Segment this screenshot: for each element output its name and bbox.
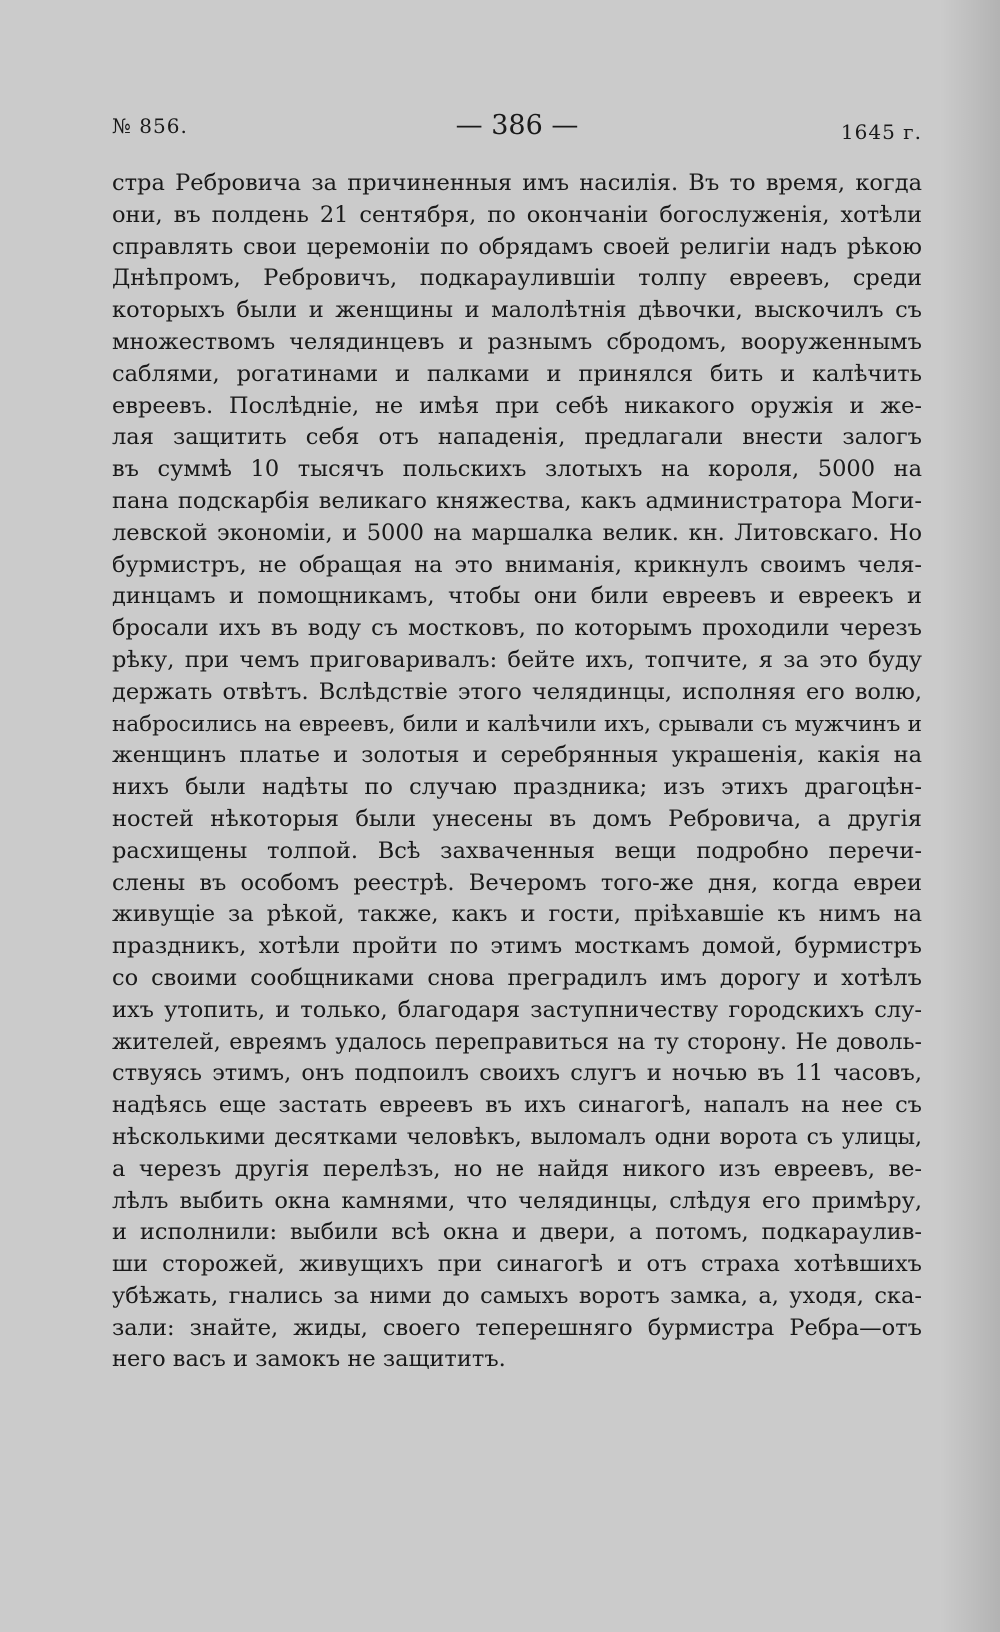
body-text (112, 168, 922, 1448)
text-line: саблями, рогатинами и палками и принялся бить и калѣчить (112, 360, 922, 387)
text-line: множествомъ челядинцевъ и разнымъ сбродомъ, вооруженнымъ (112, 328, 922, 355)
text-line: праздникъ, хотѣли пройти по этимъ мосткамъ домой, бурмистръ (112, 933, 922, 960)
text-line: слены въ особомъ реестрѣ. Вечеромъ того-же дня, когда евреи (112, 869, 922, 896)
page-number: — 386 — (455, 110, 579, 141)
text-line: справлять свои церемоніи по обрядамъ своей религіи надъ рѣкою (112, 233, 922, 260)
text-line: живущіе за рѣкой, также, какъ и гости, пріѣхавшіе къ нимъ на (112, 901, 922, 928)
text-line: надѣясь еще застать евреевъ въ ихъ синагогѣ, напалъ на нее съ (112, 1092, 922, 1119)
text-line: рѣку, при чемъ приговаривалъ: бейте ихъ, топчите, я за это буду (112, 646, 922, 673)
text-line: которыхъ были и женщины и малолѣтнія дѣвочки, выскочилъ съ (112, 297, 922, 324)
text-line: а черезъ другія перелѣзъ, но не найдя никого изъ евреевъ, ве- (112, 1155, 922, 1182)
text-line: ствуясь этимъ, онъ подпоилъ своихъ слугъ и ночью въ 11 часовъ, (112, 1060, 922, 1087)
text-line: бросали ихъ въ воду съ мостковъ, по которымъ проходили черезъ (112, 615, 922, 642)
text-line: убѣжать, гнались за ними до самыхъ воротъ замка, а, уходя, ска- (112, 1282, 922, 1309)
text-line: ши сторожей, живущихъ при синагогѣ и отъ страха хотѣвшихъ (112, 1251, 922, 1278)
text-line: нихъ были надѣты по случаю праздника; изъ этихъ драгоцѣн- (112, 774, 922, 801)
text-line: лѣлъ выбить окна камнями, что челядинцы, слѣдуя его примѣру, (112, 1187, 922, 1214)
text-line: нѣсколькими десятками человѣкъ, выломалъ одни ворота съ улицы, (112, 1124, 922, 1150)
text-line: со своими сообщниками снова преградилъ имъ дорогу и хотѣлъ (112, 964, 922, 991)
text-line: держать отвѣтъ. Вслѣдствіе этого челядинцы, исполняя его волю, (112, 678, 922, 705)
text-line: пана подскарбія великаго княжества, какъ администратора Моги- (112, 487, 922, 514)
text-line: Днѣпромъ, Ребровичъ, подкараулившіи толпу евреевъ, среди (112, 265, 922, 292)
text-line: зали: знайте, жиды, своего теперешняго бурмистра Ребра—отъ (112, 1314, 922, 1341)
text-line: стра Ребровича за причиненныя имъ насилія. Въ то время, когда (112, 170, 922, 196)
text-line: ихъ утопить, и только, благодаря заступничеству городскихъ слу- (112, 996, 922, 1023)
page-header (112, 110, 922, 150)
year-label: 1645 г. (840, 120, 922, 144)
text-line: динцамъ и помощникамъ, чтобы они били евреевъ и евреекъ и (112, 583, 922, 610)
text-line: лая защитить себя отъ нападенія, предлагали внести залогъ (112, 424, 922, 451)
text-line: евреевъ. Послѣдніе, не имѣя при себѣ никакого оружія и же- (112, 392, 922, 419)
text-line: и исполнили: выбили всѣ окна и двери, а потомъ, подкараулив- (112, 1219, 922, 1246)
text-line: ностей нѣкоторыя были унесены въ домъ Ребровича, а другія (112, 805, 922, 832)
text-line: женщинъ платье и золотыя и серебрянныя украшенія, какія на (112, 742, 922, 769)
text-line: они, въ полдень 21 сентября, по окончаніи богослуженія, хотѣли (112, 201, 922, 228)
text-line: въ суммѣ 10 тысячъ польскихъ злотыхъ на короля, 5000 на (112, 456, 922, 483)
text-line: жителей, евреямъ удалось переправиться на ту сторону. Не доволь- (112, 1029, 922, 1055)
text-line: набросились на евреевъ, били и калѣчили ихъ, срывали съ мужчинъ и (112, 711, 922, 737)
text-line: расхищены толпой. Всѣ захваченныя вещи подробно перечи- (112, 837, 922, 864)
text-line: левской экономіи, и 5000 на маршалка велик. кн. Литовскаго. Но (112, 519, 922, 546)
document-number: № 856. (112, 114, 188, 138)
text-line: бурмистръ, не обращая на это вниманія, крикнулъ своимъ челя- (112, 551, 922, 578)
text-line: него васъ и замокъ не защититъ. (112, 1346, 506, 1373)
